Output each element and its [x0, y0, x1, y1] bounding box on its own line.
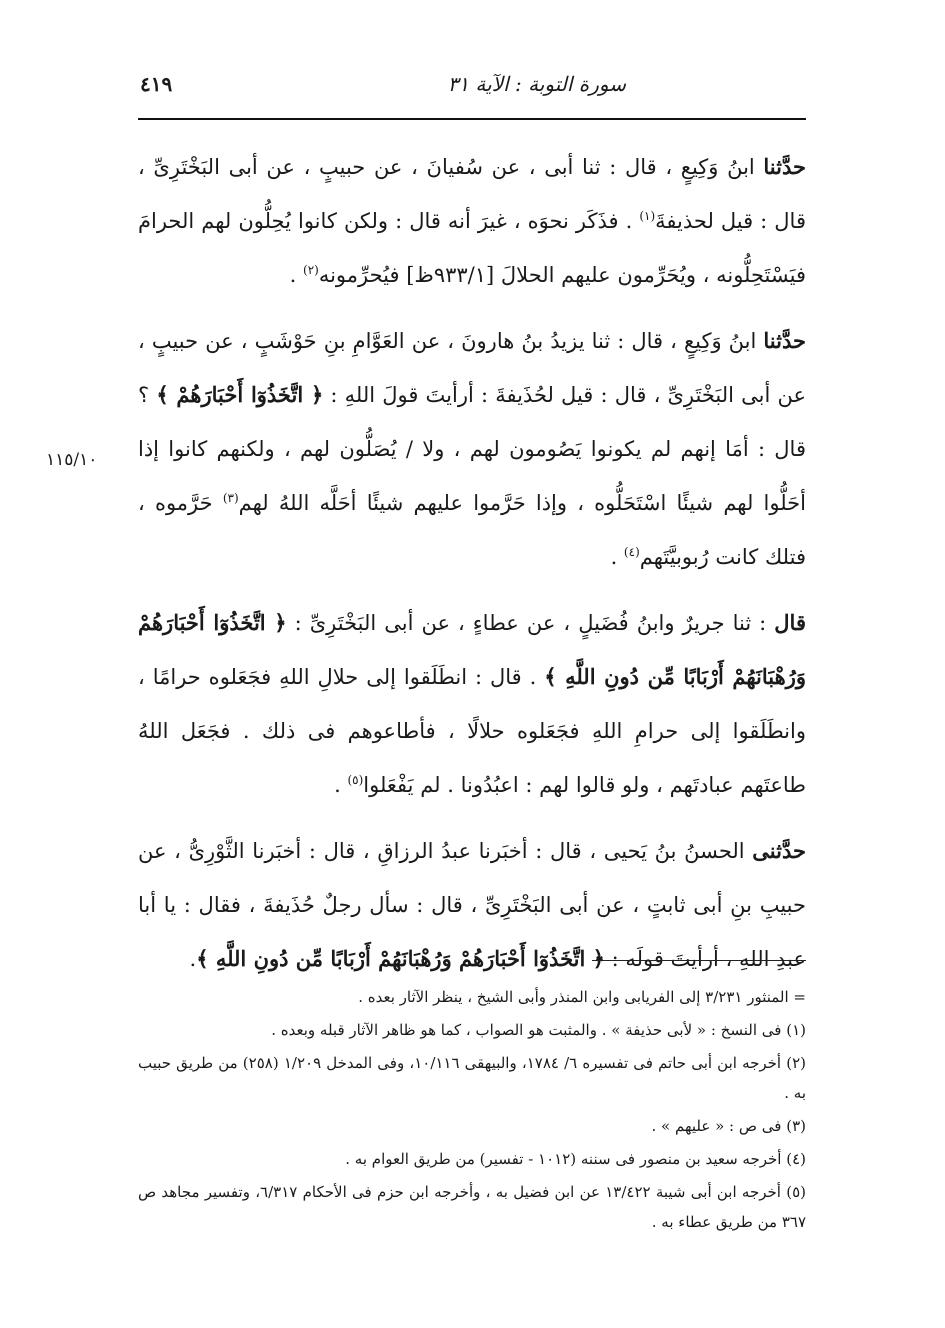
paragraph-3-text: [138, 596, 806, 812]
footnote-item: [138, 1144, 806, 1174]
text-run: كانوا إذا أحَلُّوا لهم شيئًا اسْتَحَلُّوه ، وإذا حَرَّموا عليهم شيئًا أحَلَّه اللهُ لهم: [138, 437, 807, 515]
paragraph-lead: قال: [774, 610, 806, 635]
main-text: [138, 140, 806, 998]
paragraph-4: [138, 824, 806, 986]
text-run: .: [334, 773, 348, 797]
footnote-text: (٢) أخرجه ابن أبى حاتم فى تفسيره ٦/ ١٧٨٤، والبيهقى ١٠/١١٦، وفى المدخل ١/٢٠٩ (٢٥٨) من طريق حبيب به .: [138, 1054, 807, 1102]
footnote-divider: [592, 960, 806, 961]
paragraph-lead: حدَّثنى: [752, 838, 806, 863]
paragraph-lead: حدَّثنا: [763, 154, 806, 179]
page-number: ٤١٩: [140, 72, 173, 96]
footnote-ref: (٢): [303, 263, 319, 277]
text-run: ابنُ وَكِيعٍ ، قال : ثنا أبى ، عن سُفيانَ ، عن حبيبٍ ، عن أبى البَخْتَرِىِّ ،: [138, 155, 764, 179]
text-run: فيَسْتَحِلُّونه ، ويُحَرِّمون عليهم الحلالَ [٩٣٣/١ظ] فيُحرِّمونه: [318, 263, 806, 287]
footnote-item: [138, 982, 806, 1012]
footnote-ref: (١): [639, 209, 656, 223]
text-run: فتلك كانت رُبوبيَّتَهم: [639, 545, 806, 569]
text-run: حبيبٍ ، عن أبى البَخْتَرِىِّ ، قال : قيل لحُذَيفةَ : أرأيتَ قولَ اللهِ :: [138, 329, 806, 407]
margin-note: ١١٥/١٠: [46, 450, 98, 470]
quran-verse: ﴿ اتَّخَذُوٓا أَحْبَارَهُمْ ﴾: [156, 382, 324, 407]
page-header: [138, 62, 806, 120]
paragraph-4-text: [138, 824, 806, 986]
running-title: سورة التوبة : الآية ٣١: [447, 72, 626, 96]
footnote-ref: (٥): [347, 773, 364, 787]
paragraph-2: [138, 314, 806, 584]
quran-verse: ﴿ اتَّخَذُوٓا أَحْبَارَهُمْ وَرُهْبَانَهُمْ أَرْبَابًا مِّن دُونِ اللَّهِ ﴾: [196, 946, 605, 971]
footnote-text: (٥) أخرجه ابن أبى شيبة ١٣/٤٢٢ عن ابن فضيل به ، وأخرجه ابن حزم فى الأحكام ٦/٣١٧، وتفسير مجاهد ص ٣٦٧ من طريق عطاء به .: [138, 1183, 806, 1231]
text-run: ؟ قال : أمَا إنهم لم يكونوا يَصُومون لهم ، ولا / يُصَلُّون لهم ، ولكنهم: [138, 383, 806, 461]
text-run: : ثنا جريرٌ وابنُ فُضَيلٍ ، عن عطاءٍ ، عن أبى البَخْتَرِىِّ :: [286, 611, 775, 635]
footnote-ref: (٤): [623, 545, 640, 559]
footnote-item: [138, 1177, 806, 1237]
footnote-item: [138, 1048, 806, 1108]
text-run: .: [289, 263, 303, 287]
footnote-text: (٣) فى ص : « عليهم » .: [651, 1117, 806, 1135]
paragraph-1-text: [138, 140, 806, 302]
footnote-ref: (٣): [222, 491, 239, 505]
text-run: حَرَّموه ،: [138, 491, 223, 515]
text-run: .: [189, 947, 197, 971]
footnotes: [138, 982, 806, 1240]
paragraph-lead: حدَّثنا: [763, 328, 806, 353]
footnote-item: [138, 1111, 806, 1141]
text-run: الحسنُ بنُ يَحيى ، قال : أخبَرنا عبدُ الرزاقِ ، قال : أخبَرنا الثَّوْرِىُّ ، عن حبيبِ بنِ أبى ثابتٍ ، عن أبى البَخْتَرِىِّ ، قال : سأل رجلٌ حُذَيفةَ ، فقال : يا أبا عبدِ اللهِ ، أرأيتَ قولَه :: [138, 839, 806, 971]
paragraph-3: [138, 596, 806, 812]
paragraph-1: [138, 140, 806, 302]
text-run: . قال : انطَلَقوا إلى حلالِ اللهِ فجَعَلوه حرامًا ، وانطَلَقوا إلى حرامِ اللهِ فجَعَلوه حلالًا ، فأطاعوهم فى ذلك . فجَعَل اللهُ طاعتَهم عبادتَهم ، ولو قالوا لهم : اعبُدُونا . لم يَفْعَلوا: [138, 665, 806, 797]
footnote-text: (٤) أخرجه سعيد بن منصور فى سننه (١٠١٢ - تفسير) من طريق العوام به .: [345, 1150, 806, 1168]
text-run: ابنُ وَكِيعٍ ، قال : ثنا يزيدُ بنُ هارونَ ، عن العَوَّامِ بنِ حَوْشَبٍ ، عن: [205, 329, 764, 353]
footnote-text: (١) فى النسخ : « لأبى حذيفة » . والمثبت هو الصواب ، كما هو ظاهر الآثار قبله وبعده .: [271, 1021, 806, 1039]
paragraph-2-text: [138, 314, 806, 584]
text-run: . فذَكَر نحوَه ، غيرَ أنه قال : ولكن كانوا يُحِلُّون لهم الحرامَ: [138, 209, 640, 233]
footnote-text: = المنثور ٣/٢٣١ إلى الفريابى وابن المنذر وأبى الشيخ ، ينظر الآثار بعده .: [358, 988, 806, 1006]
text-run: قال : قيل لحذيفةَ: [655, 209, 806, 233]
text-run: .: [610, 545, 624, 569]
footnote-item: [138, 1015, 806, 1045]
quran-verse: ﴿ اتَّخَذُوٓا أَحْبَارَهُمْ وَرُهْبَانَهُمْ أَرْبَابًا مِّن دُونِ اللَّهِ ﴾: [138, 610, 806, 689]
